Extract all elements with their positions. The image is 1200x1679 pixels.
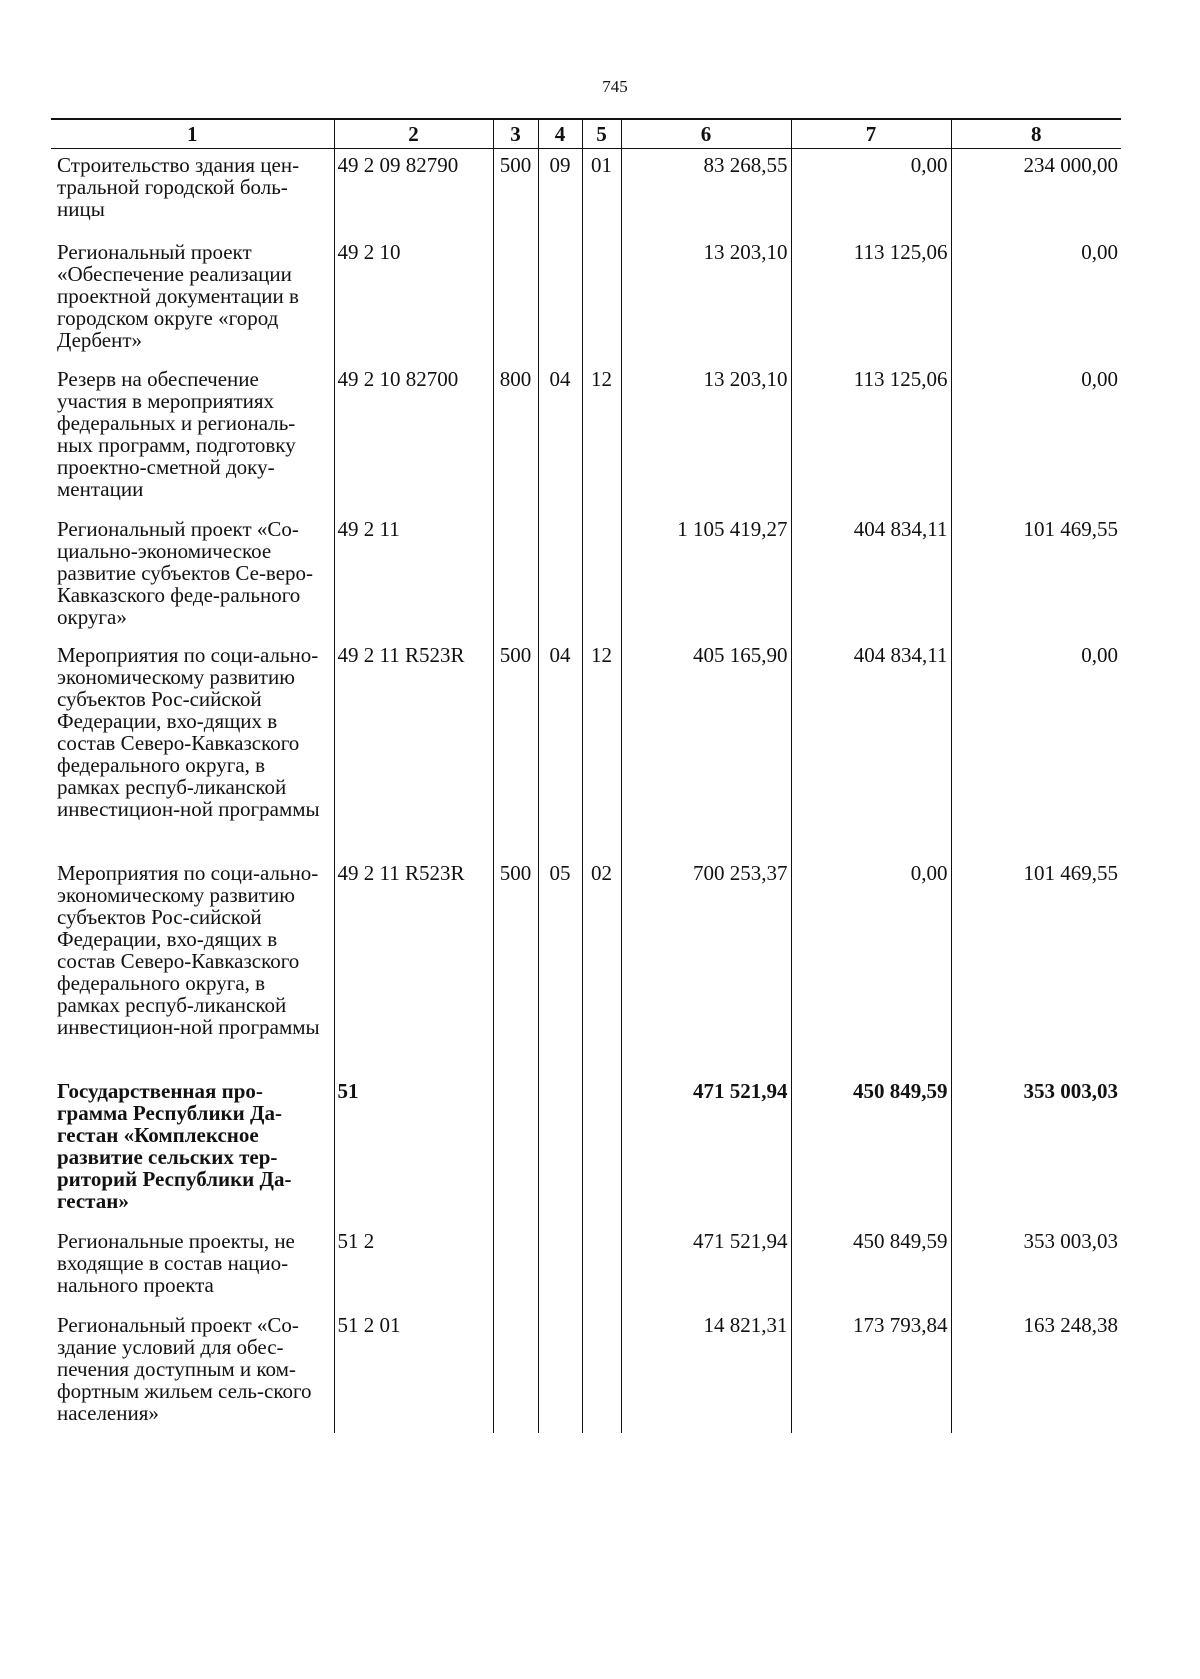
row-value8-cell: 0,00 bbox=[951, 363, 1121, 513]
row-value7-cell: 404 834,11 bbox=[791, 513, 951, 639]
column-header-4: 4 bbox=[538, 119, 582, 149]
column-header-3: 3 bbox=[493, 119, 538, 149]
row-col4-cell: 04 bbox=[538, 639, 582, 857]
row-value6-cell: 13 203,10 bbox=[621, 236, 791, 363]
row-code-cell: 49 2 09 82790 bbox=[334, 149, 493, 236]
row-value8-cell: 0,00 bbox=[951, 236, 1121, 363]
row-value6-cell: 700 253,37 bbox=[621, 857, 791, 1075]
row-name-cell: Мероприятия по соци-ально-экономическому развитию субъектов Рос-сийской Федерации, вхо-дящих в состав Северо-Кавказского федерального округа, в рамках респуб-ликанской инвестицион-ной программы bbox=[51, 639, 334, 857]
row-col5-cell: 01 bbox=[582, 149, 621, 236]
column-header-5: 5 bbox=[582, 119, 621, 149]
table-row bbox=[51, 857, 1121, 1075]
row-value8-cell: 353 003,03 bbox=[951, 1225, 1121, 1309]
row-value7-cell: 113 125,06 bbox=[791, 363, 951, 513]
table-row bbox=[51, 513, 1121, 639]
row-value6-cell: 405 165,90 bbox=[621, 639, 791, 857]
row-col5-cell bbox=[582, 236, 621, 363]
row-col5-cell bbox=[582, 1309, 621, 1433]
row-value6-cell: 471 521,94 bbox=[621, 1225, 791, 1309]
row-code-cell: 49 2 11 bbox=[334, 513, 493, 639]
row-col3-cell bbox=[493, 513, 538, 639]
row-col4-cell bbox=[538, 236, 582, 363]
row-value6-cell: 471 521,94 bbox=[621, 1075, 791, 1225]
row-col5-cell: 12 bbox=[582, 639, 621, 857]
row-value7-cell: 113 125,06 bbox=[791, 236, 951, 363]
row-col3-cell: 500 bbox=[493, 857, 538, 1075]
table-row bbox=[51, 149, 1121, 236]
row-name-cell: Региональный проект «Со-циально-экономическое развитие субъектов Се-веро-Кавказского феде-рального округа» bbox=[51, 513, 334, 639]
row-value6-cell: 14 821,31 bbox=[621, 1309, 791, 1433]
row-value7-cell: 0,00 bbox=[791, 857, 951, 1075]
row-code-cell: 49 2 10 82700 bbox=[334, 363, 493, 513]
row-value8-cell: 0,00 bbox=[951, 639, 1121, 857]
row-col3-cell: 500 bbox=[493, 149, 538, 236]
row-col3-cell: 500 bbox=[493, 639, 538, 857]
row-name-cell: Региональные проекты, не входящие в состав нацио-нального проекта bbox=[51, 1225, 334, 1309]
row-col3-cell bbox=[493, 1309, 538, 1433]
row-name-cell: Региональный проект «Со-здание условий для обес-печения доступным и ком-фортным жильем сель-ского населения» bbox=[51, 1309, 334, 1433]
table-row bbox=[51, 363, 1121, 513]
budget-table bbox=[51, 118, 1121, 1433]
column-header-6: 6 bbox=[621, 119, 791, 149]
row-name-cell: Государственная про-грамма Республики Да-гестан «Комплексное развитие сельских тер-риторий Республики Да-гестан» bbox=[51, 1075, 334, 1225]
row-value7-cell: 450 849,59 bbox=[791, 1225, 951, 1309]
row-col4-cell bbox=[538, 513, 582, 639]
row-code-cell: 51 2 bbox=[334, 1225, 493, 1309]
row-value6-cell: 83 268,55 bbox=[621, 149, 791, 236]
column-header-8: 8 bbox=[951, 119, 1121, 149]
row-col4-cell bbox=[538, 1225, 582, 1309]
table-row bbox=[51, 1225, 1121, 1309]
row-name-cell: Резерв на обеспечение участия в мероприятиях федеральных и региональ-ных программ, подготовку проектно-сметной доку-ментации bbox=[51, 363, 334, 513]
row-code-cell: 51 bbox=[334, 1075, 493, 1225]
row-value7-cell: 173 793,84 bbox=[791, 1309, 951, 1433]
row-code-cell: 51 2 01 bbox=[334, 1309, 493, 1433]
page-number: 745 bbox=[602, 77, 628, 96]
row-value7-cell: 0,00 bbox=[791, 149, 951, 236]
table-row bbox=[51, 1309, 1121, 1433]
row-col5-cell bbox=[582, 513, 621, 639]
row-value6-cell: 13 203,10 bbox=[621, 363, 791, 513]
row-col5-cell: 02 bbox=[582, 857, 621, 1075]
column-header-1: 1 bbox=[51, 119, 334, 149]
table-row bbox=[51, 1075, 1121, 1225]
row-col5-cell bbox=[582, 1225, 621, 1309]
row-value7-cell: 450 849,59 bbox=[791, 1075, 951, 1225]
row-col4-cell: 09 bbox=[538, 149, 582, 236]
header-row bbox=[51, 119, 1121, 149]
row-value8-cell: 163 248,38 bbox=[951, 1309, 1121, 1433]
row-col3-cell: 800 bbox=[493, 363, 538, 513]
table-row bbox=[51, 639, 1121, 857]
row-col4-cell: 04 bbox=[538, 363, 582, 513]
row-code-cell: 49 2 10 bbox=[334, 236, 493, 363]
row-value8-cell: 234 000,00 bbox=[951, 149, 1121, 236]
table-body bbox=[51, 149, 1121, 1433]
row-name-cell: Строительство здания цен-тральной городской боль-ницы bbox=[51, 149, 334, 236]
row-value6-cell: 1 105 419,27 bbox=[621, 513, 791, 639]
row-col3-cell bbox=[493, 236, 538, 363]
row-col3-cell bbox=[493, 1225, 538, 1309]
row-col5-cell: 12 bbox=[582, 363, 621, 513]
column-header-7: 7 bbox=[791, 119, 951, 149]
row-code-cell: 49 2 11 R523R bbox=[334, 639, 493, 857]
row-value8-cell: 353 003,03 bbox=[951, 1075, 1121, 1225]
row-col4-cell bbox=[538, 1075, 582, 1225]
row-value8-cell: 101 469,55 bbox=[951, 857, 1121, 1075]
row-value7-cell: 404 834,11 bbox=[791, 639, 951, 857]
row-value8-cell: 101 469,55 bbox=[951, 513, 1121, 639]
row-col4-cell: 05 bbox=[538, 857, 582, 1075]
row-name-cell: Мероприятия по соци-ально-экономическому развитию субъектов Рос-сийской Федерации, вхо-дящих в состав Северо-Кавказского федерального округа, в рамках респуб-ликанской инвестицион-ной программы bbox=[51, 857, 334, 1075]
row-col3-cell bbox=[493, 1075, 538, 1225]
row-code-cell: 49 2 11 R523R bbox=[334, 857, 493, 1075]
row-col5-cell bbox=[582, 1075, 621, 1225]
column-header-2: 2 bbox=[334, 119, 493, 149]
row-name-cell: Региональный проект «Обеспечение реализации проектной документации в городском округе «город Дербент» bbox=[51, 236, 334, 363]
table-row bbox=[51, 236, 1121, 363]
row-col4-cell bbox=[538, 1309, 582, 1433]
